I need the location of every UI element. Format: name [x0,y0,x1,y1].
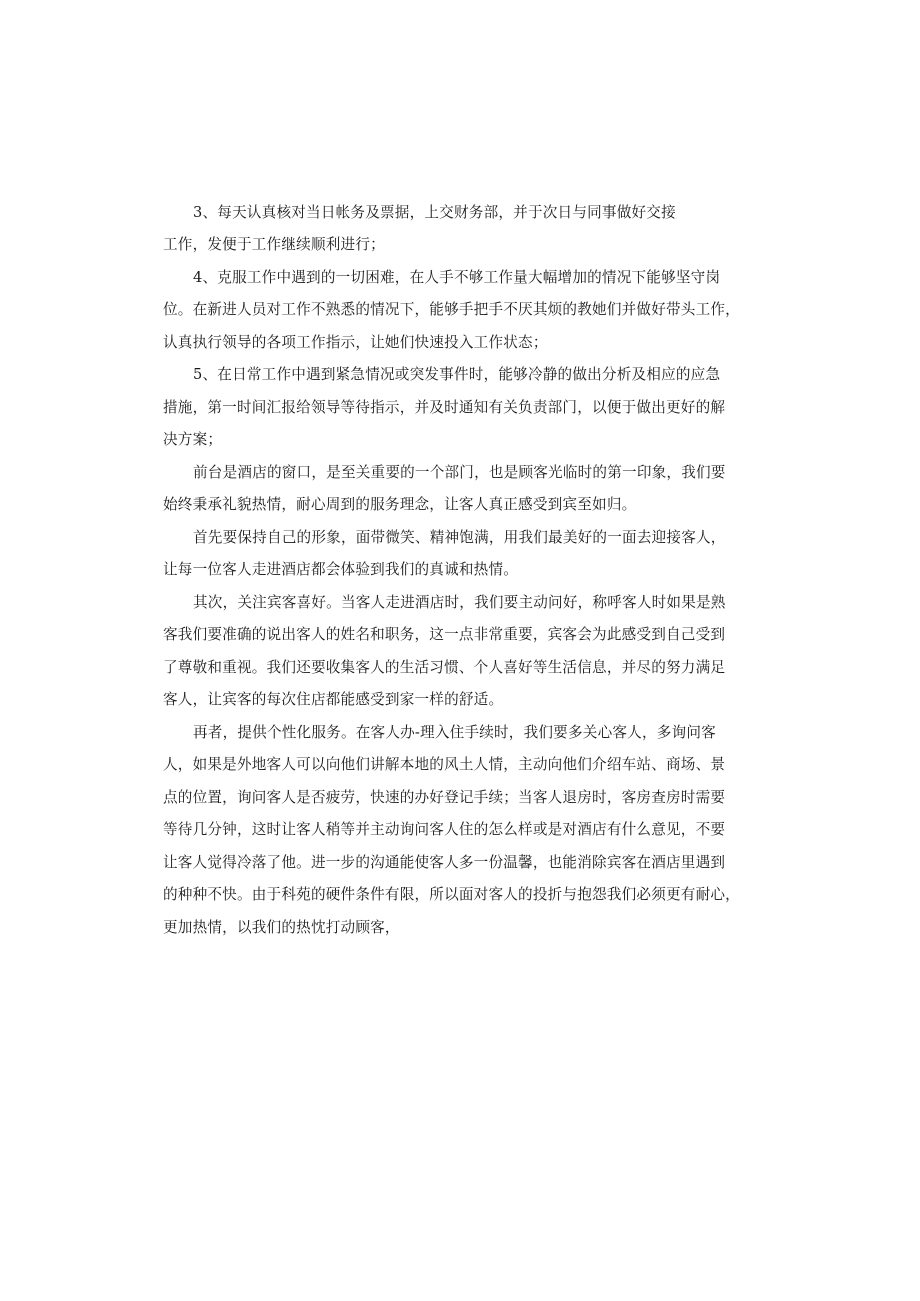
text-line: 让每一位客人走进酒店都会体验到我们的真诚和热情。 [163,561,519,578]
text-line: 认真执行领导的各项工作指示，让她们快速投入工作状态； [163,334,548,351]
text-line: 首先要保持自己的形象，面带微笑、精神饱满，用我们最美好的一面去迎接客人， [193,529,726,546]
text-line: 3、每天认真核对当日帐务及票据，上交财务部，并于次日与同事做好交接 [193,204,676,221]
text-line: 的种种不快。由于科苑的硬件条件有限，所以面对客人的投折与抱怨我们必须更有耐心， [163,886,740,903]
text-line: 让客人觉得冷落了他。进一步的沟通能使客人多一份温馨，也能消除宾客在酒店里遇到 [163,854,726,871]
text-line: 位。在新进人员对工作不熟悉的情况下，能够手把手不厌其烦的教她们并做好带头工作， [163,301,740,318]
text-line: 等待几分钟，这时让客人稍等并主动询问客人住的怎么样或是对酒店有什么意见，不要 [163,821,726,838]
text-line: 人，如果是外地客人可以向他们讲解本地的风土人情，主动向他们介绍车站、商场、景 [163,756,726,773]
text-line: 了尊敬和重视。我们还要收集客人的生活习惯、个人喜好等生活信息，并尽的努力满足 [163,659,726,676]
text-line: 更加热情，以我们的热忱打动顾客， [163,919,400,936]
text-line: 措施，第一时间汇报给领导等待指示，并及时通知有关负责部门，以便于做出更好的解 [163,399,726,416]
text-line: 始终秉承礼貌热情，耐心周到的服务理念，让客人真正感受到宾至如归。 [163,496,637,513]
text-line: 工作，发便于工作继续顺利进行； [163,236,385,253]
text-line: 决方案； [163,431,223,448]
text-line: 再者，提供个性化服务。在客人办-理入住手续时，我们要多关心客人，多询问客 [193,724,716,741]
text-line: 4、克服工作中遇到的一切困难，在人手不够工作量大幅增加的情况下能够坚守岗 [193,269,721,286]
text-line: 前台是酒店的窗口，是至关重要的一个部门，也是顾客光临时的第一印象，我们要 [193,464,726,481]
text-line: 客我们要准确的说出客人的姓名和职务，这一点非常重要，宾客会为此感受到自己受到 [163,626,726,643]
text-line: 点的位置，询问客人是否疲劳，快速的办好登记手续；当客人退房时，客房查房时需要 [163,789,726,806]
text-line: 其次，关注宾客喜好。当客人走进酒店时，我们要主动问好，称呼客人时如果是熟 [193,594,726,611]
text-line: 5、在日常工作中遇到紧急情况或突发事件时，能够冷静的做出分析及相应的应急 [193,366,721,383]
text-line: 客人，让宾客的每次住店都能感受到家一样的舒适。 [163,691,504,708]
